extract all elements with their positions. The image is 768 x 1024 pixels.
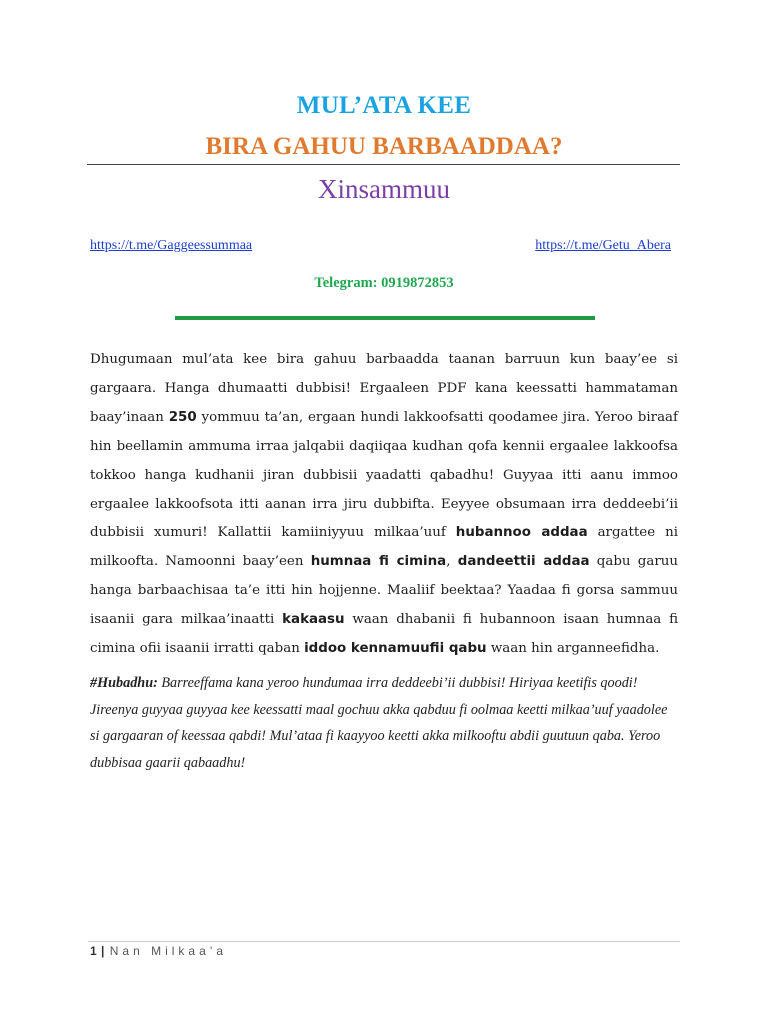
bold-phrase-hubannoo: hubannoo addaa [455, 525, 588, 541]
body-paragraph: Dhugumaan mul’ata kee bira gahuu barbaadda taanan barruun kun baay’ee si gargaara. Hanga dhumaatti dubbisi! Ergaaleen PDF kana keessatti hammataman baay’inaan 250 yommuu ta’an, ergaan hundi lakkoofsatti qoodamee jira. Yeroo biraaf hin beellamin ammuma irraa jalqabii daqiiqaa kudhan qofa kennii ergaalee lakkoofsa tokkoo hanga kudhanii jiran dubbisii yaadatti qabadhu! Guyyaa itti aanu immoo ergaalee lakkoofsota itti aanan irra jiru dubbifta. Eeyyee obsumaan irra deddeebi’ii dubbisii xumuri! Kallattii kamiiniyyuu milkaa’uuf hubannoo addaa argattee ni milkoofta. Namoonni baay’een humnaa fi cimina, dandeettii addaa qabu garuu hanga barbaachisaa ta’e itti hin hojjenne. Maaliif beektaa? Yaadaa fi gorsa sammuu isaanii gara milkaa’inaatti kakaasu waan dhabanii fi hubannoon isaan humnaa fi cimina ofii isaanii irratti qaban iddoo kennamuufii qabu waan hin arganneefidha. [90, 352, 679, 657]
document-subtitle: Xinsammuu [318, 174, 450, 204]
note-paragraph [90, 670, 680, 776]
green-divider [175, 316, 595, 320]
bold-phrase-dandeettii: dandeettii addaa [457, 554, 590, 570]
note-label: #Hubadhu: [90, 675, 158, 691]
page-number: 1 [90, 944, 97, 958]
page-footer [90, 944, 227, 958]
document-title-line1: MUL’ATA KEE [296, 92, 472, 119]
title-underline [87, 164, 680, 165]
footer-divider [88, 941, 680, 942]
bold-phrase-iddoo: iddoo kennamuufii qabu [304, 641, 487, 657]
document-title-line2: BIRA GAHUU BARBAADDAA? [205, 133, 563, 160]
telegram-link-gaggeessummaa[interactable]: https://t.me/Gaggeessummaa [90, 238, 253, 253]
telegram-phone: Telegram: 0919872853 [314, 275, 454, 291]
telegram-link-getu-abera[interactable]: https://t.me/Getu_Abera [535, 238, 671, 253]
bold-phrase-kakaasu: kakaasu [282, 612, 345, 628]
bold-phrase-humnaa: humnaa fi cimina [310, 554, 447, 570]
footer-author: Nan Milkaa’a [109, 944, 228, 958]
footer-separator: | [101, 944, 105, 958]
note-text: Barreeffama kana yeroo hundumaa irra deddeebi’ii dubbisi! Hiriyaa keetifis qoodi! Jireenya guyyaa guyyaa kee keessatti maal gochuu akka qabduu fi oolmaa keetti milkaa’uuf yaadolee si gargaaran of keessaa qabdi! Mul’ataa fi kaayyoo keetti akka milkooftu abdii guutuun qaba. Yeroo dubbisaa gaarii qabaadhu! [90, 675, 668, 771]
bold-number: 250 [168, 409, 197, 425]
